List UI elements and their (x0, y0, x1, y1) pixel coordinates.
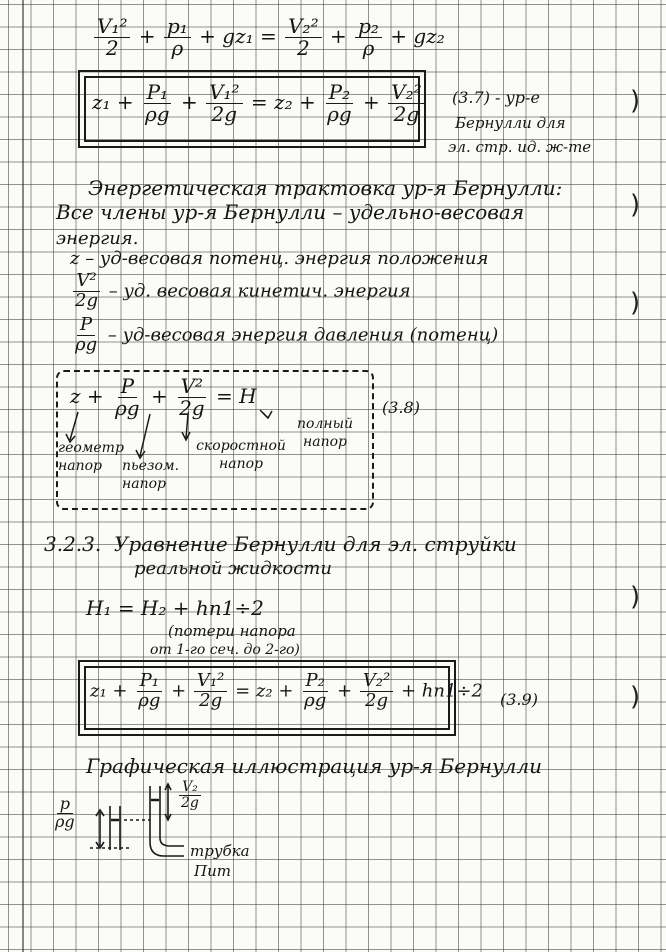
fig-p-over-rhog: $\frac{p}{\rho g}$ (55, 794, 75, 831)
heading-energy: Энергетическая трактовка ур-я Бернулли: (88, 176, 563, 200)
equation-3-7-label: (3.7) - ур-е (452, 88, 540, 107)
section-3-2-3: 3.2.3. Уравнение Бернулли для эл. струйки (44, 532, 517, 556)
text-line-3: энергия. (56, 228, 139, 249)
equation-3-7-note-3: эл. стр. ид. ж-те (448, 138, 592, 156)
label-piezometric-head: пьезом. напор (122, 458, 180, 492)
head-loss-note-1: (потери напора (168, 622, 296, 640)
fig-label-pitot: Пит (194, 862, 231, 880)
margin-mark: ) (630, 190, 641, 220)
equation-3-9: z₁ + $\frac{\text{P₁}}{\rho g}$ + $\frac{\text{V₁²}}{2g}$ = z₂ + $\frac{\text{P₂}}{\rho g}$ + $\frac{\text{V₂²}}{2g}$ + hп1÷2 (90, 670, 483, 711)
margin-mark: ) (630, 86, 641, 116)
equation-top: $\frac{\text{V₁²}}{2}$ + $\frac{\text{p₁}}{\rho}$ + gz₁ = $\frac{\text{V₂²}}{2}$ + $\frac{\text{p₂}}{\rho}$ + gz₂ (92, 16, 445, 59)
label-geometric-head: геометр напор (58, 440, 124, 474)
label-full-head: полный напор (297, 416, 353, 450)
section-title-line2: реальной жидкости (134, 558, 332, 579)
margin-mark: ) (630, 682, 641, 712)
equation-3-8: z + $\frac{P}{\rho g}$ + $\frac{\text{V²}}{2g}$ = H (70, 374, 257, 420)
item-kinetic: $\frac{\text{V²}}{2g}$ – уд. весовая кинетич. энергия (75, 270, 411, 311)
equation-3-9-label: (3.9) (500, 690, 538, 709)
graph-title: Графическая иллюстрация ур-я Бернулли (86, 754, 542, 778)
text-line-2: Все члены ур-я Бернулли – удельно-весовая (56, 200, 525, 224)
equation-3-8-label: (3.8) (382, 398, 420, 417)
equation-3-7-note-2: Бернулли для (455, 114, 566, 132)
equation-3-7: z₁ + $\frac{\text{P₁}}{\rho g}$ + $\frac{\text{V₁²}}{2g}$ = z₂ + $\frac{\text{P₂}}{\rho g}$ + $\frac{\text{V₂²}}{2g}$ (92, 82, 427, 125)
fig-v-over-2g: $\frac{\text{V₂}}{2g}$ (181, 779, 199, 811)
item-z: z – уд-весовая потенц. энергия положения (70, 248, 489, 269)
item-pressure: $\frac{P}{\rho g}$ – уд-весовая энергия давления (потенц) (75, 314, 499, 355)
head-loss-note-2: от 1-го сеч. до 2-го) (150, 642, 300, 658)
head-loss-equation: H₁ = H₂ + hп1÷2 (86, 596, 264, 620)
margin-mark: ) (630, 582, 641, 612)
fig-label-tube: трубка (190, 842, 250, 860)
label-velocity-head: скоростной напор (196, 438, 286, 472)
margin-mark: ) (630, 288, 641, 318)
